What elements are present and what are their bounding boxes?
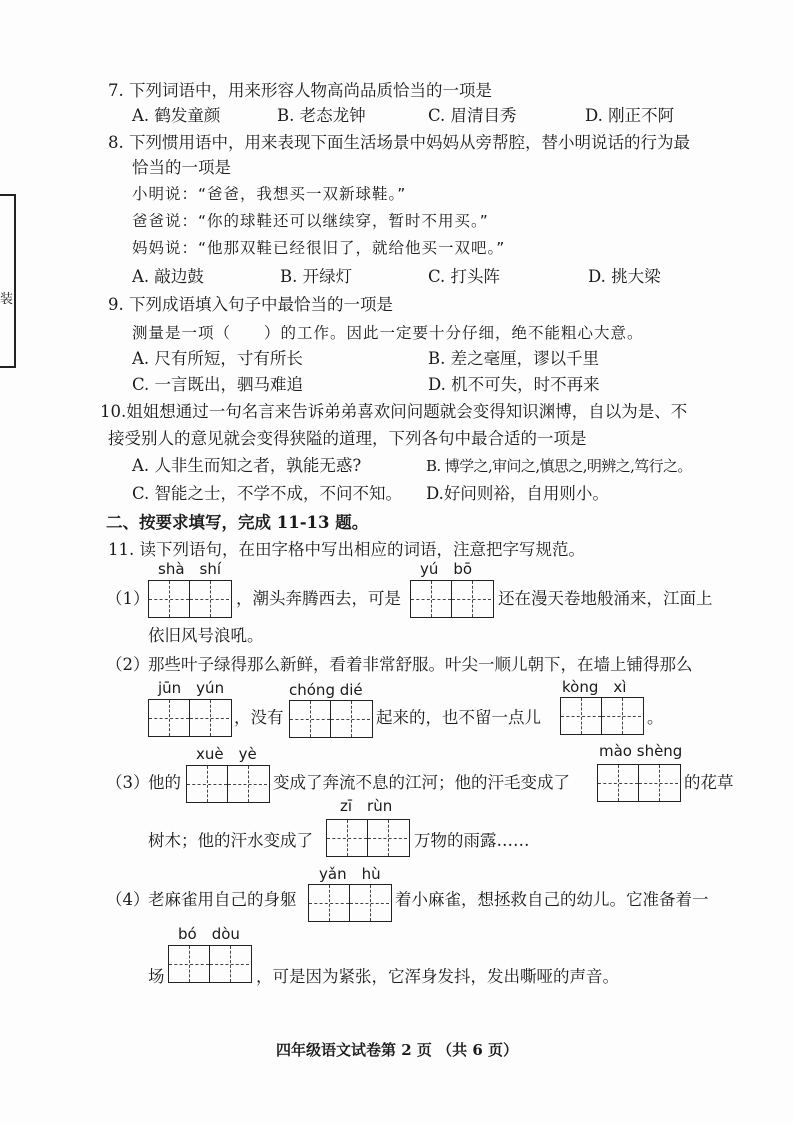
q8-stem-line1: 8. 下列惯用语中，用来表现下面生活场景中妈妈从旁帮腔，替小明说话的行为最 — [108, 133, 690, 152]
q10-option-c: C. 智能之士，不学不成，不问不知。 — [132, 484, 403, 503]
q10-option-a: A. 人非生而知之者，孰能无惑? — [132, 456, 362, 475]
q7-option-d: D. 刚正不阿 — [585, 106, 675, 125]
q8-option-c: C. 打头阵 — [428, 267, 501, 286]
q10-stem-line1: 10.姐姐想通过一句名言来告诉弟弟喜欢问问题就会变得知识渊博，自以为是、不 — [100, 402, 688, 421]
q11-2-line1: 那些叶子绿得那么新鲜，看着非常舒服。叶尖一顺儿朝下，在墙上铺得那么 — [148, 655, 693, 674]
q11-4-pinyin-b: bó dòu — [178, 925, 240, 943]
q8-option-d: D. 挑大梁 — [588, 267, 661, 286]
q11-3-pinyin-c: zī rùn — [340, 797, 393, 815]
q11-4-text-d: ，可是因为紧张，它浑身发抖，发出嘶哑的声音。 — [256, 967, 619, 986]
q11-1-text-b: 还在漫天卷地般涌来，江面上 — [498, 589, 713, 608]
binding-margin — [0, 194, 16, 368]
q10-option-b: B. 博学之,审问之,慎思之,明辨之,笃行之。 — [426, 457, 692, 475]
section-2-heading: 二、按要求填写，完成 11-13 题。 — [106, 513, 369, 532]
q11-3-answer-box-b[interactable] — [597, 764, 681, 802]
q11-1-answer-box-a[interactable] — [148, 580, 232, 618]
q11-1-number: （1） — [106, 589, 150, 608]
page-footer: 四年级语文试卷第 2 页 （共 6 页） — [276, 1041, 518, 1059]
q11-4-answer-box-a[interactable] — [308, 884, 392, 922]
q11-stem: 11. 读下列语句，在田字格中写出相应的词语，注意把字写规范。 — [108, 540, 585, 559]
q11-4-text-b: 着小麻雀，想拯救自己的幼儿。它准备着一 — [395, 890, 709, 909]
q10-stem-line2: 接受别人的意见就会变得狭隘的道理，下列各句中最合适的一项是 — [108, 429, 587, 448]
q8-dialog-mama: 妈妈说：“他那双鞋已经很旧了，就给他买一双吧。” — [132, 239, 506, 257]
q11-3-number: （3） — [106, 773, 150, 792]
q11-3-pinyin-a: xuè yè — [196, 745, 257, 763]
q8-stem-line2: 恰当的一项是 — [132, 158, 231, 177]
q11-4-text-c: 场 — [148, 967, 165, 986]
q9-sentence: 测量是一项（ ）的工作。因此一定要十分仔细，绝不能粗心大意。 — [132, 324, 644, 342]
q11-4-pinyin-a: yǎn hù — [319, 865, 381, 883]
q11-3-text-d: 树木；他的汗水变成了 — [148, 831, 313, 850]
q8-option-b: B. 开绿灯 — [280, 267, 353, 286]
q11-1-pinyin-b: yú bō — [420, 560, 473, 578]
q8-option-a: A. 敲边鼓 — [132, 267, 204, 286]
q11-3-text-c: 的花草 — [684, 773, 734, 792]
q11-1-pinyin-a: shà shí — [158, 560, 222, 578]
q11-3-text-e: 万物的雨露…… — [414, 831, 530, 850]
q11-1-text-c: 依旧风号浪吼。 — [148, 626, 264, 645]
q11-1-text-a: ，潮头奔腾西去，可是 — [236, 589, 401, 608]
q10-option-d: D.好问则裕，自用则小。 — [426, 484, 609, 503]
q9-option-b: B. 差之毫厘，谬以千里 — [428, 349, 600, 368]
q11-2-pinyin-a: jūn yún — [158, 679, 225, 697]
q11-2-pinyin-b: chóng dié — [289, 681, 363, 699]
q11-3-text-b: 变成了奔流不息的江河；他的汗毛变成了 — [273, 773, 570, 792]
q11-4-text-a: 老麻雀用自己的身躯 — [148, 890, 297, 909]
q11-2-text-a: ，没有 — [234, 708, 284, 727]
q7-stem: 7. 下列词语中，用来形容人物高尚品质恰当的一项是 — [108, 81, 492, 100]
q11-3-answer-box-c[interactable] — [326, 819, 410, 857]
q11-3-answer-box-a[interactable] — [186, 765, 270, 803]
q11-2-answer-box-b[interactable] — [289, 700, 373, 738]
q7-option-c: C. 眉清目秀 — [428, 106, 517, 125]
q9-option-d: D. 机不可失，时不再来 — [428, 375, 600, 394]
q11-4-answer-box-b[interactable] — [168, 945, 252, 983]
q11-2-answer-box-a[interactable] — [148, 699, 232, 737]
q8-dialog-baba: 爸爸说：“你的球鞋还可以继续穿，暂时不用买。” — [132, 212, 489, 230]
q9-option-a: A. 尺有所短，寸有所长 — [132, 349, 303, 368]
q9-stem: 9. 下列成语填入句子中最恰当的一项是 — [108, 295, 393, 314]
q9-option-c: C. 一言既出，驷马难追 — [132, 375, 304, 394]
q11-3-text-a: 他的 — [148, 773, 181, 792]
binding-mark: 装 — [0, 292, 14, 307]
q11-4-number: （4） — [106, 890, 150, 909]
q11-2-number: （2） — [106, 655, 150, 674]
q11-2-text-c: 。 — [647, 708, 664, 727]
q7-option-a: A. 鹤发童颜 — [132, 106, 221, 125]
q11-2-pinyin-c: kòng xì — [562, 678, 627, 696]
q8-dialog-xiaoming: 小明说：“爸爸，我想买一双新球鞋。” — [132, 185, 407, 203]
q7-option-b: B. 老态龙钟 — [277, 106, 366, 125]
q11-2-answer-box-c[interactable] — [560, 697, 644, 735]
q11-1-answer-box-b[interactable] — [410, 580, 494, 618]
q11-3-pinyin-b: mào shèng — [599, 742, 683, 760]
q11-2-text-b: 起来的，也不留一点儿 — [376, 708, 541, 727]
